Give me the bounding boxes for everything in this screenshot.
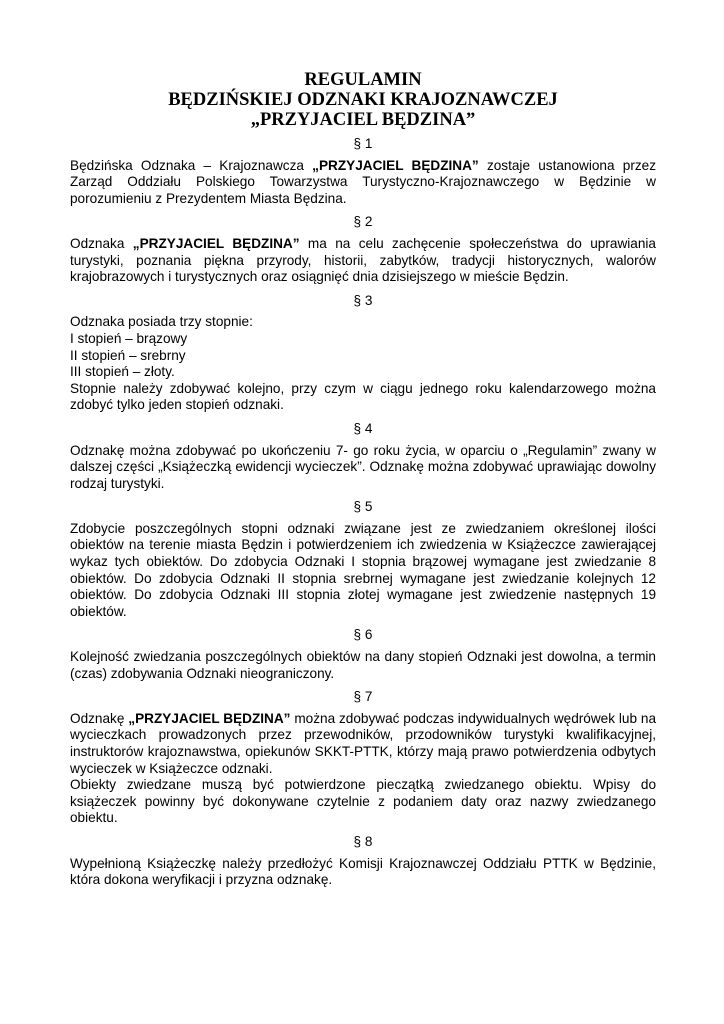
section-8-heading: § 8 — [353, 833, 373, 849]
section-2-text-end: ma na celu zachęcenie społeczeństwa do uprawiania turystyki, poznania piękna przyrody, historii, zabytków, tradycji historycznych, walorów krajobrazowych i turystycznych oraz osiągnięć dnia dzisiejszego w mieście Będzin. — [70, 235, 656, 285]
title-line-1: REGULAMIN — [304, 70, 422, 90]
level-3-item: III stopień – złoty. — [70, 364, 175, 380]
section-7-text — [70, 711, 656, 777]
section-4-heading: § 4 — [353, 420, 373, 436]
section-5-heading: § 5 — [353, 499, 373, 515]
badge-name: „PRZYJACIEL BĘDZINA” — [312, 157, 479, 173]
section-7-heading: § 7 — [353, 689, 373, 705]
level-2-item: II stopień – srebrny — [70, 347, 186, 363]
section-2-text — [70, 236, 656, 286]
section-7-text-start: Odznakę — [70, 710, 129, 726]
title-line-3: „PRZYJACIEL BĘDZINA” — [250, 110, 476, 130]
document-page — [70, 70, 656, 889]
section-3-heading: § 3 — [353, 292, 373, 308]
badge-name: „PRZYJACIEL BĘDZINA” — [128, 710, 291, 726]
document-title — [70, 70, 656, 130]
section-6-heading: § 6 — [353, 627, 373, 643]
section-3-intro: Odznaka posiada trzy stopnie: — [70, 314, 253, 330]
section-2-text-start: Odznaka — [70, 235, 133, 251]
section-6-text: Kolejność zwiedzania poszczególnych obiektów na dany stopień Odznaki jest dowolna, a termin (czas) zdobywania Odznaki nieograniczony. — [70, 649, 656, 681]
section-1-text-end: zostaje ustanowiona przez Zarząd Oddziału Polskiego Towarzystwa Turystyczno-Krajoznawczego w Będzinie w porozumieniu z Prezydentem Miasta Będzina. — [70, 157, 657, 206]
section-7-text-end: można zdobywać podczas indywidualnych wędrówek lub na wycieczkach prowadzonych przez przewodników, przodowników turystyki kwalifikacyjnej, instruktorów krajoznawstwa, opiekunów SKKT-PTTK, którzy mają prawo potwierdzenia odbytych wycieczek w Książeczce odznaki. — [70, 710, 656, 776]
section-7-text-2: Obiekty zwiedzane muszą być potwierdzone pieczątką zwiedzanego obiektu. Wpisy do książeczek powinny być dokonywane czytelnie z podaniem daty oraz nazwy zwiedzanego obiektu. — [70, 777, 656, 826]
section-5-text: Zdobycie poszczególnych stopni odznaki związane jest ze zwiedzaniem określonej ilości obiektów na terenie miasta Będzin i potwierdzeniem ich zwiedzenia w Książeczce zawierającej wykaz tych obiektów. Do zdobycia Odznaki I stopnia brązowej wymagane jest zwiedzanie 8 obiektów. Do zdobycia Odznaki II stopnia srebrnej wymagane jest zwiedzanie kolejnych 12 obiektów. Do zdobycia Odznaki III stopnia złotej wymagane jest zwiedzenie następnych 19 obiektów. — [70, 520, 656, 619]
level-1-item: I stopień – brązowy — [70, 330, 188, 346]
badge-name: „PRZYJACIEL BĘDZINA” — [132, 235, 300, 251]
section-2-heading: § 2 — [353, 214, 373, 230]
section-1-heading: § 1 — [353, 136, 373, 151]
section-3-rule: Stopnie należy zdobywać kolejno, przy czym w ciągu jednego roku kalendarzowego można zdobyć tylko jeden stopień odznaki. — [70, 380, 656, 413]
section-1-text-start: Będzińska Odznaka – Krajoznawcza — [70, 157, 313, 173]
section-4-text: Odznakę można zdobywać po ukończeniu 7- go roku życia, w oparciu o „Regulamin” zwany w dalszej części „Książeczką ewidencji wycieczek”. Odznakę można zdobywać uprawiając dowolny rodzaj turystyki. — [70, 442, 656, 491]
title-line-2: BĘDZIŃSKIEJ ODZNAKI KRAJOZNAWCZEJ — [168, 90, 558, 110]
section-1-text — [70, 158, 656, 208]
section-8-text: Wypełnioną Książeczkę należy przedłożyć Komisji Krajoznawczej Oddziału PTTK w Będzinie, która dokona weryfikacji i przyzna odznakę. — [70, 855, 656, 888]
